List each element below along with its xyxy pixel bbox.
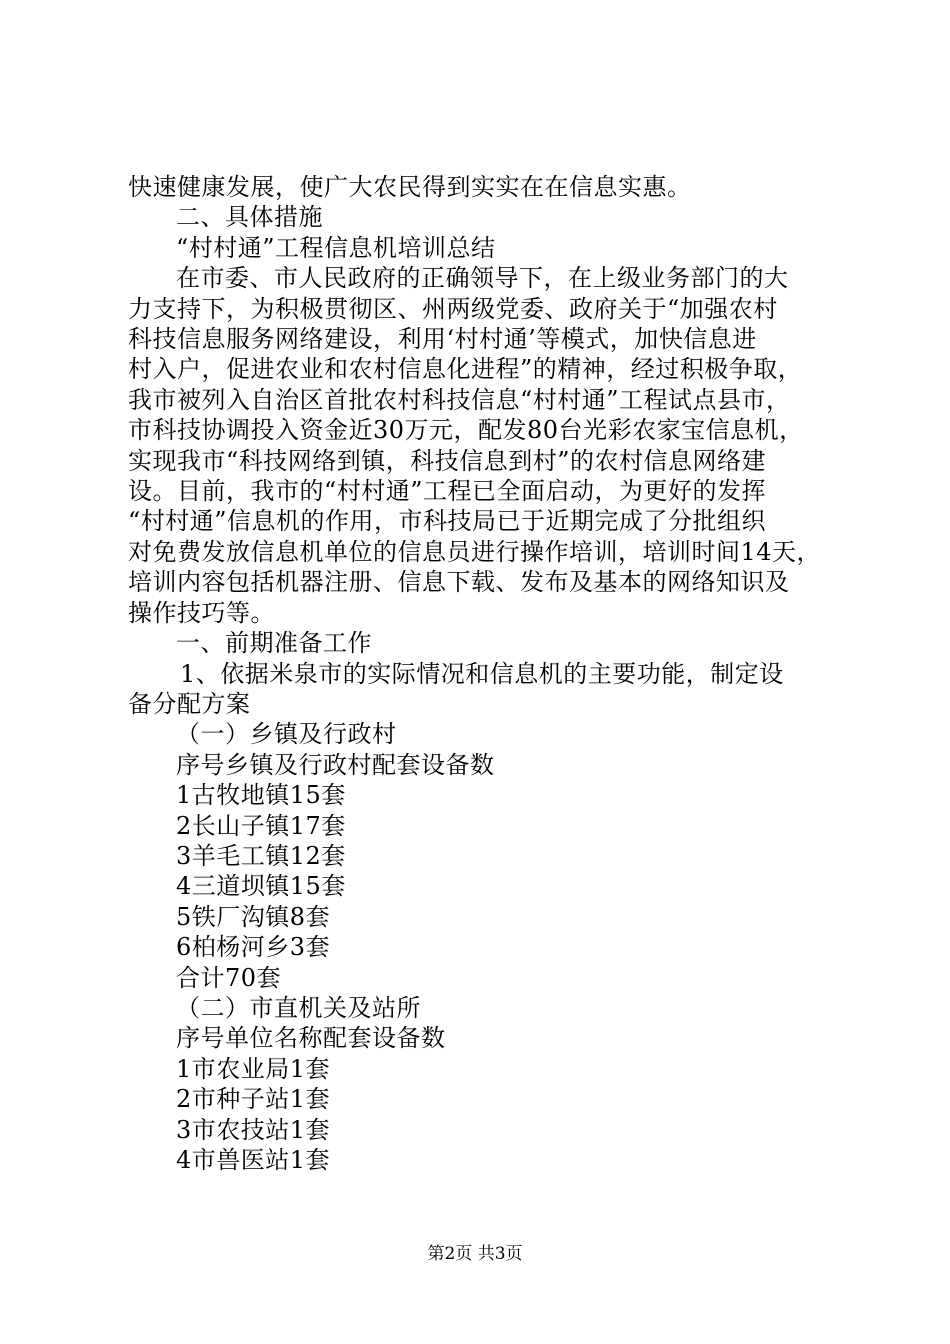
list-item: 2市种子站1套 [176, 1085, 331, 1114]
body-line: 操作技巧等。 [128, 598, 275, 627]
body-line: 实现我市“科技网络到镇，科技信息到村”的农村信息网络建 [128, 446, 767, 475]
subsection-heading: （一）乡镇及行政村 [176, 720, 397, 749]
document-body [128, 172, 840, 1175]
subsection-heading: （二）市直机关及站所 [176, 993, 421, 1022]
list-item: 1市农业局1套 [176, 1054, 331, 1083]
body-line: 力支持下，为积极贯彻区、州两级党委、政府关于“加强农村 [128, 294, 778, 323]
body-line: 备分配方案 [128, 689, 251, 718]
article-title: “村村通”工程信息机培训总结 [176, 233, 496, 262]
page-footer [0, 1243, 950, 1265]
body-line: 1、依据米泉市的实际情况和信息机的主要功能，制定设 [180, 659, 784, 688]
list-item: 3市农技站1套 [176, 1115, 331, 1144]
body-line: 快速健康发展，使广大农民得到实实在在信息实惠。 [128, 173, 692, 201]
table-header: 序号单位名称配套设备数 [176, 1024, 446, 1053]
body-line: 在市委、市人民政府的正确领导下，在上级业务部门的大 [176, 264, 789, 293]
list-item: 1古牧地镇15套 [176, 781, 346, 810]
list-item: 4市兽医站1套 [176, 1146, 331, 1174]
body-line: 对免费发放信息机单位的信息员进行操作培训，培训时间14天， [128, 537, 822, 566]
body-line: 培训内容包括机器注册、信息下载、发布及基本的网络知识及 [128, 568, 790, 597]
body-line: 设。目前，我市的“村村通”工程已全面启动，为更好的发挥 [128, 477, 767, 506]
section-heading: 一、前期准备工作 [176, 629, 372, 658]
list-item: 6柏杨河乡3套 [176, 933, 331, 962]
list-item: 4三道坝镇15套 [176, 872, 346, 901]
body-line: 市科技协调投入资金近30万元，配发80台光彩农家宝信息机， [128, 416, 804, 445]
list-item: 3羊毛工镇12套 [176, 841, 346, 870]
total-line: 合计70套 [176, 963, 282, 992]
body-line: “村村通”信息机的作用，市科技局已于近期完成了分批组织 [128, 507, 767, 536]
page-number: 第2页 共3页 [427, 1244, 523, 1264]
section-heading: 二、具体措施 [176, 203, 323, 232]
body-line: 村入户，促进农业和农村信息化进程”的精神，经过积极争取， [128, 355, 803, 384]
table-header: 序号乡镇及行政村配套设备数 [176, 750, 495, 779]
list-item: 2长山子镇17套 [176, 811, 346, 840]
body-line: 我市被列入自治区首批农村科技信息“村村通”工程试点县市， [128, 385, 791, 414]
list-item: 5铁厂沟镇8套 [176, 902, 331, 931]
body-line: 科技信息服务网络建设，利用‘村村通’等模式，加快信息进 [128, 325, 757, 354]
